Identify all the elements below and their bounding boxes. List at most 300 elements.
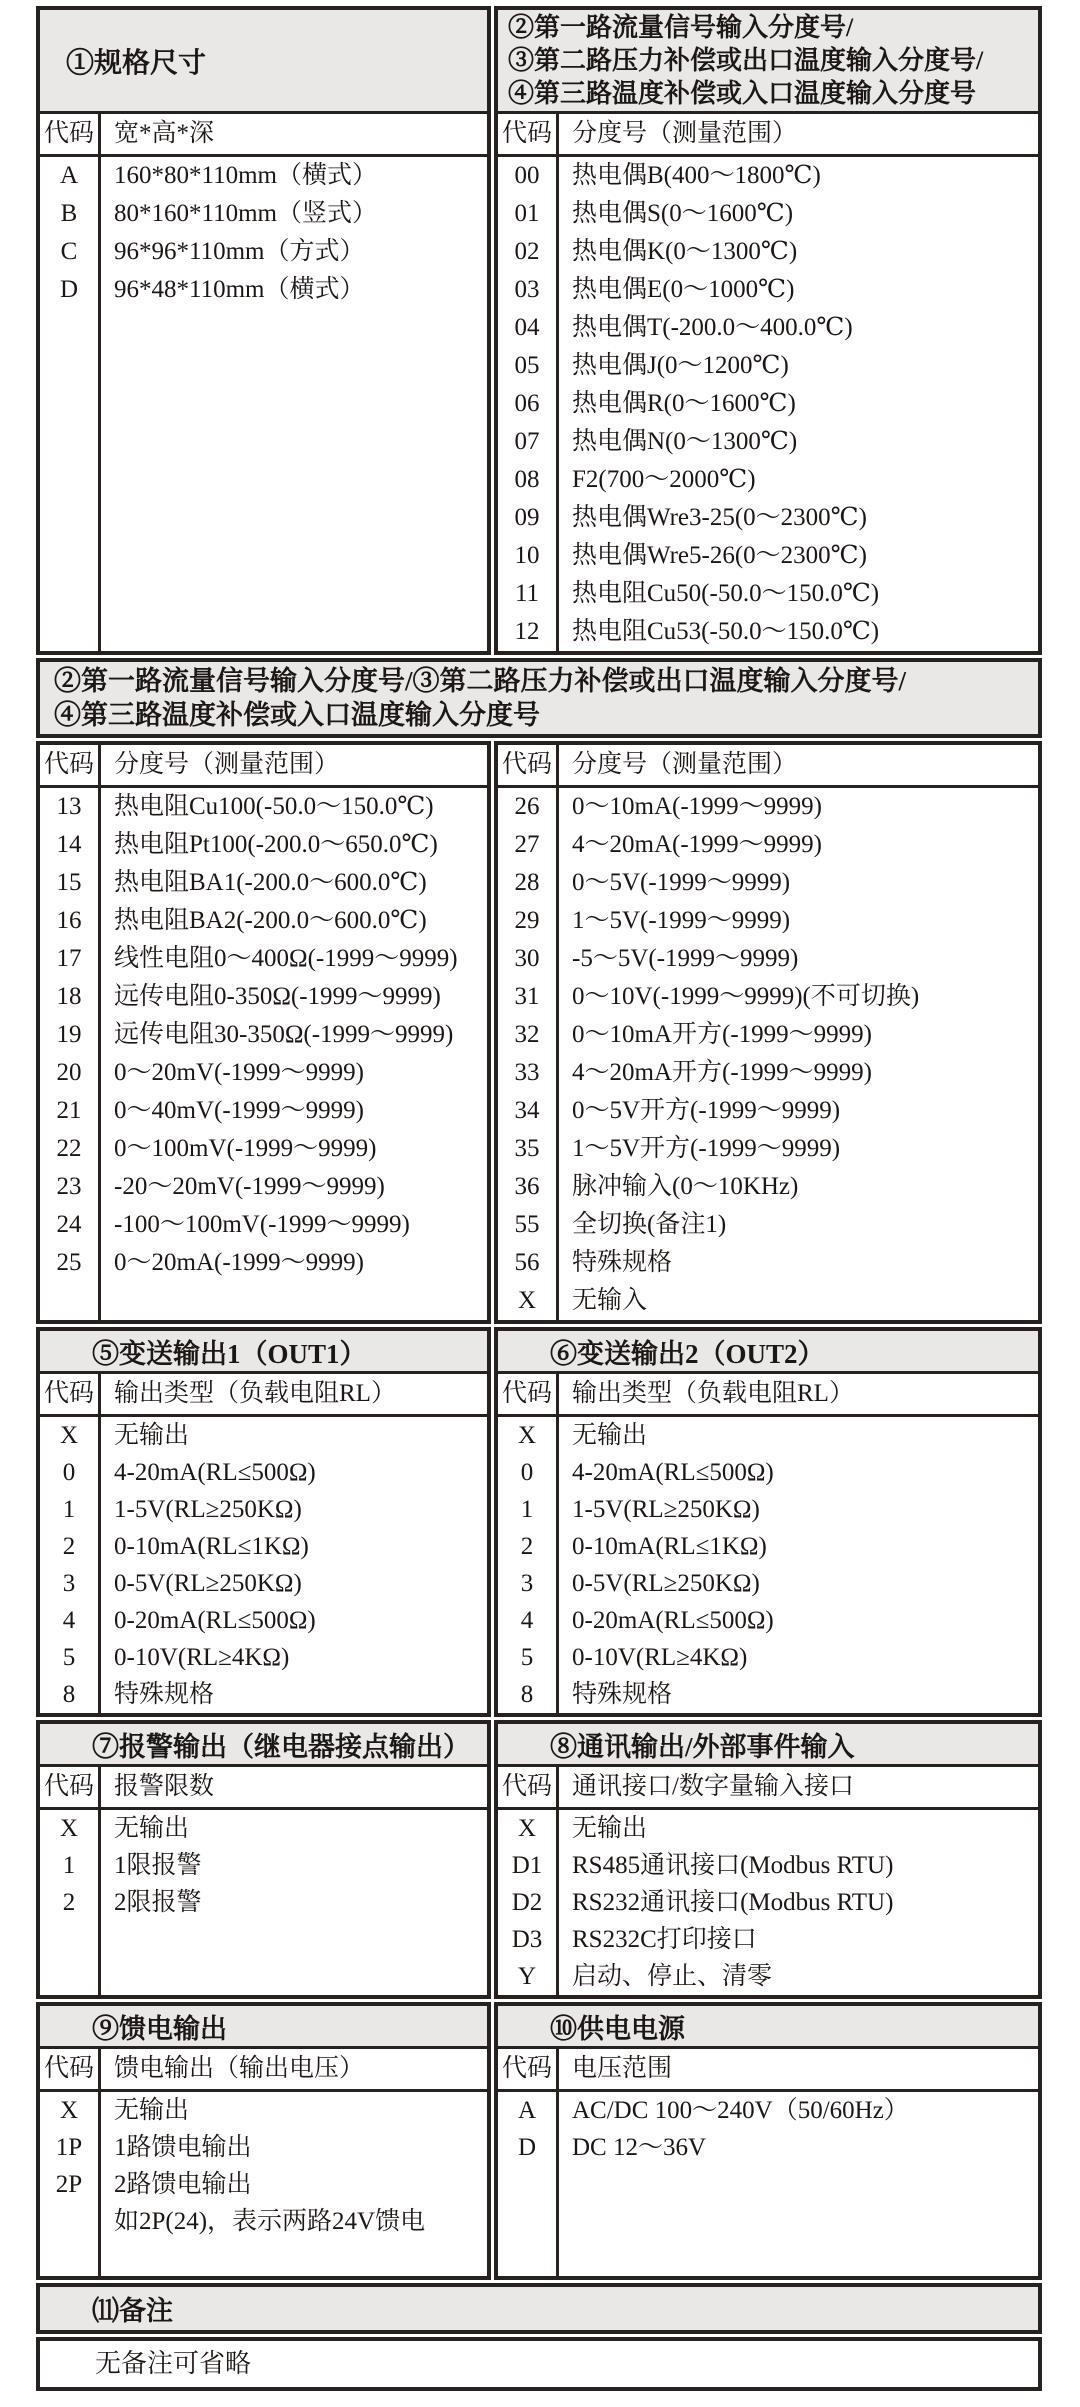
- row-code-cell: B: [60, 200, 78, 227]
- row-code-cell: 32: [514, 1021, 540, 1048]
- row-desc-cell: 0～5V开方(-1999～9999): [572, 1097, 841, 1124]
- table-row: [498, 499, 1038, 537]
- column-header-row: [498, 1374, 1038, 1417]
- section-feed: [36, 2002, 491, 2280]
- row-desc-cell: 1路馈电输出: [114, 2134, 252, 2161]
- row-desc-cell: 4-20mA(RL≤500Ω): [114, 1459, 316, 1486]
- row-code-cell: D3: [511, 1926, 543, 1953]
- table-row: [40, 2166, 487, 2203]
- row-desc-cell: RS232通讯接口(Modbus RTU): [572, 1889, 894, 1916]
- section-alarm-title: ⑦报警输出（继电器接点输出）: [40, 1724, 487, 1767]
- row-code-cell: X: [59, 2097, 79, 2124]
- table-row: [498, 1092, 1038, 1130]
- top-sections-row: [36, 6, 1042, 655]
- empty-filler: [40, 309, 487, 651]
- row-code-cell: 29: [514, 907, 540, 934]
- table-row: [40, 1454, 487, 1491]
- row-code-cell: 56: [514, 1249, 540, 1276]
- banner-line-2: ④第三路温度补偿或入口温度输入分度号: [54, 700, 540, 730]
- table-row: [498, 978, 1038, 1016]
- alarm-comm-row: [36, 1720, 1042, 1999]
- table-row: [498, 195, 1038, 233]
- col-header-code: 代码: [43, 2055, 94, 2082]
- table-row: [40, 1206, 487, 1244]
- table-row: [498, 461, 1038, 499]
- row-desc-cell: 4-20mA(RL≤500Ω): [572, 1459, 774, 1486]
- row-code-cell: 01: [514, 200, 540, 227]
- table-row: [40, 940, 487, 978]
- row-desc-cell: 0-20mA(RL≤500Ω): [114, 1607, 316, 1634]
- col-header-code: 代码: [501, 120, 552, 147]
- col-header-desc: 输出类型（负载电阻RL）: [114, 1380, 396, 1407]
- section-input-codes-title: [498, 10, 1038, 114]
- row-desc-cell: 热电偶Wre5-26(0～2300℃): [572, 542, 867, 569]
- empty-filler: [40, 2240, 487, 2276]
- col-header-desc: 分度号（测量范围）: [572, 751, 798, 778]
- row-code-cell: 2: [62, 1889, 76, 1916]
- row-code-cell: 30: [514, 945, 540, 972]
- table-row: [498, 1602, 1038, 1639]
- row-code-cell: 55: [514, 1211, 540, 1238]
- dimensions-grid: [40, 114, 487, 651]
- row-code-cell: 04: [514, 314, 540, 341]
- row-desc-cell: 80*160*110mm（竖式）: [114, 200, 377, 227]
- row-desc-cell: 0～20mV(-1999～9999): [114, 1059, 364, 1086]
- table-row: [40, 233, 487, 271]
- row-desc-cell: 热电阻Cu50(-50.0～150.0℃): [572, 580, 880, 607]
- table-row: [498, 271, 1038, 309]
- table-row: [498, 1810, 1038, 1847]
- row-desc-cell: 远传电阻30-350Ω(-1999～9999): [114, 1021, 454, 1048]
- table-row: [40, 1491, 487, 1528]
- row-code-cell: 28: [514, 869, 540, 896]
- table-row: [40, 1054, 487, 1092]
- col-header-code: 代码: [501, 751, 552, 778]
- section-dimensions: [36, 6, 491, 655]
- row-code-cell: 1: [62, 1496, 76, 1523]
- table-row: [498, 1528, 1038, 1565]
- codes-right-rows: [498, 788, 1038, 1320]
- table-row: [40, 1016, 487, 1054]
- title-line-3: ④第三路温度补偿或入口温度输入分度号: [508, 79, 977, 108]
- row-desc-cell: 热电阻Cu53(-50.0～150.0℃): [572, 618, 880, 645]
- alarm-grid: [40, 1767, 487, 1995]
- row-desc-cell: 1-5V(RL≥250KΩ): [114, 1496, 302, 1523]
- table-row: [40, 1417, 487, 1454]
- comm-rows: [498, 1810, 1038, 1995]
- input-codes-rows: [498, 157, 1038, 651]
- out2-rows: [498, 1417, 1038, 1713]
- col-header-desc: 电压范围: [572, 2055, 673, 2082]
- table-row: [498, 864, 1038, 902]
- row-desc-cell: 2限报警: [114, 1889, 202, 1916]
- row-code-cell: 2: [520, 1533, 534, 1560]
- table-row: [498, 1130, 1038, 1168]
- row-desc-cell: 启动、停止、清零: [572, 1963, 773, 1990]
- row-code-cell: 17: [56, 945, 82, 972]
- table-row: [40, 826, 487, 864]
- input-codes-grid: [498, 114, 1038, 651]
- row-desc-cell: 特殊规格: [114, 1681, 215, 1708]
- middle-sections-row: [36, 741, 1042, 1324]
- row-desc-cell: 无输出: [572, 1422, 648, 1449]
- table-row: [40, 1528, 487, 1565]
- table-row: [498, 1958, 1038, 1995]
- table-row: [498, 385, 1038, 423]
- row-desc-cell: 全切换(备注1): [572, 1211, 727, 1238]
- section-out2: [494, 1327, 1042, 1717]
- column-header-row: [40, 745, 487, 788]
- table-row: [498, 2092, 1038, 2129]
- row-desc-cell: 热电偶B(400～1800℃): [572, 162, 821, 189]
- table-row: [498, 940, 1038, 978]
- row-desc-cell: 特殊规格: [572, 1681, 673, 1708]
- row-desc-cell: 0～10mA开方(-1999～9999): [572, 1021, 872, 1048]
- row-code-cell: [40, 2203, 98, 2240]
- table-row: [40, 1092, 487, 1130]
- row-desc-cell: -20～20mV(-1999～9999): [114, 1173, 385, 1200]
- row-desc-cell: 如2P(24)，表示两路24V馈电: [114, 2208, 426, 2235]
- row-desc-cell: 热电偶Wre3-25(0～2300℃): [572, 504, 867, 531]
- codes-left-grid: [40, 745, 487, 1320]
- row-code-cell: 20: [56, 1059, 82, 1086]
- table-row: [40, 1810, 487, 1847]
- feed-grid: [40, 2049, 487, 2276]
- row-desc-cell: 热电阻BA2(-200.0～600.0℃): [114, 907, 427, 934]
- table-row: [498, 1639, 1038, 1676]
- row-desc-cell: 热电偶T(-200.0～400.0℃): [572, 314, 853, 341]
- table-row: [498, 788, 1038, 826]
- row-code-cell: 23: [56, 1173, 82, 1200]
- row-desc-cell: 线性电阻0～400Ω(-1999～9999): [114, 945, 458, 972]
- row-code-cell: 4: [62, 1607, 76, 1634]
- table-row: [498, 902, 1038, 940]
- row-code-cell: D: [59, 276, 79, 303]
- row-code-cell: 08: [514, 466, 540, 493]
- row-desc-cell: 0～5V(-1999～9999): [572, 869, 791, 896]
- row-desc-cell: 热电偶R(0～1600℃): [572, 390, 796, 417]
- row-desc-cell: 远传电阻0-350Ω(-1999～9999): [114, 983, 441, 1010]
- table-row: [498, 1168, 1038, 1206]
- col-header-code: 代码: [501, 1380, 552, 1407]
- section-input-codes-right: [494, 741, 1042, 1324]
- row-code-cell: 0: [62, 1459, 76, 1486]
- empty-filler: [40, 1282, 487, 1320]
- row-code-cell: 09: [514, 504, 540, 531]
- row-code-cell: 11: [514, 580, 540, 607]
- row-code-cell: Y: [517, 1963, 537, 1990]
- table-row: [40, 2203, 487, 2240]
- banner-line-1: ②第一路流量信号输入分度号/③第二路压力补偿或出口温度输入分度号/: [54, 666, 907, 696]
- table-row: [40, 157, 487, 195]
- col-header-desc: 分度号（测量范围）: [572, 120, 798, 147]
- column-header-row: [498, 745, 1038, 788]
- row-code-cell: D: [517, 2134, 537, 2161]
- out2-grid: [498, 1374, 1038, 1713]
- table-row: [498, 347, 1038, 385]
- row-code-cell: D2: [511, 1889, 543, 1916]
- row-code-cell: X: [517, 1815, 537, 1842]
- table-row: [40, 271, 487, 309]
- row-desc-cell: 无输出: [114, 1422, 190, 1449]
- row-desc-cell: 0-10mA(RL≤1KΩ): [114, 1533, 309, 1560]
- row-code-cell: 00: [514, 162, 540, 189]
- row-desc-cell: 96*96*110mm（方式）: [114, 238, 365, 265]
- column-header-row: [498, 1767, 1038, 1810]
- out1-rows: [40, 1417, 487, 1713]
- col-header-desc: 分度号（测量范围）: [114, 751, 340, 778]
- row-desc-cell: 特殊规格: [572, 1249, 673, 1276]
- table-row: [498, 157, 1038, 195]
- row-code-cell: A: [59, 162, 79, 189]
- col-header-code: 代码: [43, 751, 94, 778]
- row-desc-cell: 0～10mA(-1999～9999): [572, 793, 822, 820]
- row-code-cell: 19: [56, 1021, 82, 1048]
- row-desc-cell: 0～10V(-1999～9999)(不可切换): [572, 983, 920, 1010]
- section-remark: [36, 2283, 1042, 2334]
- table-row: [498, 1676, 1038, 1713]
- section-dimensions-title: ①规格尺寸: [40, 10, 487, 114]
- row-code-cell: 8: [62, 1681, 76, 1708]
- row-code-cell: C: [60, 238, 78, 265]
- row-code-cell: 15: [56, 869, 82, 896]
- row-desc-cell: 2路馈电输出: [114, 2171, 252, 2198]
- row-code-cell: 02: [514, 238, 540, 265]
- row-desc-cell: 0-10mA(RL≤1KΩ): [572, 1533, 767, 1560]
- row-code-cell: 36: [514, 1173, 540, 1200]
- row-code-cell: 05: [514, 352, 540, 379]
- row-desc-cell: 0-10V(RL≥4KΩ): [114, 1644, 290, 1671]
- col-header-code: 代码: [501, 2055, 552, 2082]
- row-code-cell: 26: [514, 793, 540, 820]
- section-out1-title: ⑤变送输出1（OUT1）: [40, 1331, 487, 1374]
- table-row: [498, 537, 1038, 575]
- row-desc-cell: 0-20mA(RL≤500Ω): [572, 1607, 774, 1634]
- col-header-desc: 输出类型（负载电阻RL）: [572, 1380, 854, 1407]
- banner-title: [40, 662, 1038, 734]
- table-row: [498, 1454, 1038, 1491]
- column-header-row: [40, 1767, 487, 1810]
- row-desc-cell: 热电阻BA1(-200.0～600.0℃): [114, 869, 427, 896]
- row-desc-cell: F2(700～2000℃): [572, 466, 756, 493]
- row-code-cell: 10: [514, 542, 540, 569]
- table-row: [498, 1054, 1038, 1092]
- row-code-cell: D1: [511, 1852, 543, 1879]
- row-desc-cell: 脉冲输入(0～10KHz): [572, 1173, 799, 1200]
- row-desc-cell: 160*80*110mm（横式）: [114, 162, 377, 189]
- row-code-cell: 18: [56, 983, 82, 1010]
- section-power-title: ⑩供电电源: [498, 2006, 1038, 2049]
- table-row: [40, 195, 487, 233]
- section-alarm: [36, 1720, 491, 1999]
- row-desc-cell: 0～100mV(-1999～9999): [114, 1135, 377, 1162]
- row-code-cell: 5: [62, 1644, 76, 1671]
- row-code-cell: 06: [514, 390, 540, 417]
- table-row: [40, 1884, 487, 1921]
- table-row: [498, 233, 1038, 271]
- row-code-cell: 22: [56, 1135, 82, 1162]
- power-grid: [498, 2049, 1038, 2276]
- row-desc-cell: 0～20mA(-1999～9999): [114, 1249, 364, 1276]
- row-code-cell: X: [517, 1287, 537, 1314]
- col-header-code: 代码: [43, 1380, 94, 1407]
- col-header-desc: 报警限数: [114, 1773, 215, 1800]
- table-row: [498, 1244, 1038, 1282]
- row-desc-cell: AC/DC 100～240V（50/60Hz）: [572, 2097, 909, 2124]
- row-code-cell: 13: [56, 793, 82, 820]
- table-row: [498, 1417, 1038, 1454]
- col-header-code: 代码: [501, 1773, 552, 1800]
- section-input-codes-left: [36, 741, 491, 1324]
- row-desc-cell: 无输出: [114, 2097, 190, 2124]
- table-row: [498, 1016, 1038, 1054]
- row-code-cell: 14: [56, 831, 82, 858]
- row-desc-cell: 热电偶K(0～1300℃): [572, 238, 798, 265]
- table-row: [40, 1565, 487, 1602]
- table-row: [498, 575, 1038, 613]
- table-row: [498, 826, 1038, 864]
- table-row: [498, 1282, 1038, 1320]
- row-code-cell: 27: [514, 831, 540, 858]
- row-code-cell: 3: [520, 1570, 534, 1597]
- title-line-2: ③第二路压力补偿或出口温度输入分度号/: [508, 46, 984, 75]
- row-code-cell: 8: [520, 1681, 534, 1708]
- row-code-cell: 25: [56, 1249, 82, 1276]
- table-row: [40, 1847, 487, 1884]
- row-code-cell: 16: [56, 907, 82, 934]
- row-desc-cell: 0-10V(RL≥4KΩ): [572, 1644, 748, 1671]
- power-rows: [498, 2092, 1038, 2166]
- row-code-cell: 1: [520, 1496, 534, 1523]
- output-sections-row: [36, 1327, 1042, 1717]
- row-code-cell: 4: [520, 1607, 534, 1634]
- table-row: [498, 1921, 1038, 1958]
- row-desc-cell: 热电偶E(0～1000℃): [572, 276, 795, 303]
- column-header-row: [498, 2049, 1038, 2092]
- row-code-cell: 21: [56, 1097, 82, 1124]
- col-header-desc: 通讯接口/数字量输入接口: [572, 1773, 854, 1800]
- table-row: [40, 978, 487, 1016]
- ordering-spec-table: [36, 6, 1042, 2401]
- row-code-cell: 1: [62, 1852, 76, 1879]
- feed-rows: [40, 2092, 487, 2240]
- column-header-row: [40, 2049, 487, 2092]
- row-code-cell: 1P: [55, 2134, 83, 2161]
- column-header-row: [498, 114, 1038, 157]
- row-code-cell: X: [59, 1815, 79, 1842]
- table-row: [40, 1168, 487, 1206]
- table-row: [40, 2129, 487, 2166]
- remark-note-text: 无备注可省略: [95, 2349, 252, 2378]
- section-power: [494, 2002, 1042, 2280]
- comm-grid: [498, 1767, 1038, 1995]
- section-comm-title: ⑧通讯输出/外部事件输入: [498, 1724, 1038, 1767]
- empty-filler: [40, 1921, 487, 1995]
- section-out2-title: ⑥变送输出2（OUT2）: [498, 1331, 1038, 1374]
- table-row: [40, 1676, 487, 1713]
- row-code-cell: 31: [514, 983, 540, 1010]
- row-desc-cell: 4～20mA开方(-1999～9999): [572, 1059, 872, 1086]
- section-input-codes-banner: [36, 658, 1042, 738]
- row-desc-cell: 无输入: [572, 1287, 648, 1314]
- row-code-cell: 12: [514, 618, 540, 645]
- title-line-1: ②第一路流量信号输入分度号/: [508, 13, 854, 42]
- table-row: [498, 1491, 1038, 1528]
- row-code-cell: 0: [520, 1459, 534, 1486]
- row-desc-cell: -5～5V(-1999～9999): [572, 945, 799, 972]
- row-code-cell: 2P: [55, 2171, 83, 2198]
- table-row: [40, 864, 487, 902]
- row-desc-cell: 热电偶S(0～1600℃): [572, 200, 794, 227]
- table-row: [498, 1565, 1038, 1602]
- table-row: [498, 423, 1038, 461]
- row-desc-cell: 96*48*110mm（横式）: [114, 276, 365, 303]
- row-desc-cell: 1限报警: [114, 1852, 202, 1879]
- row-desc-cell: 无输出: [114, 1815, 190, 1842]
- row-code-cell: 3: [62, 1570, 76, 1597]
- table-row: [40, 1244, 487, 1282]
- row-code-cell: 34: [514, 1097, 540, 1124]
- section-feed-title: ⑨馈电输出: [40, 2006, 487, 2049]
- row-desc-cell: 热电偶J(0～1200℃): [572, 352, 789, 379]
- table-row: [40, 1602, 487, 1639]
- row-code-cell: X: [59, 1422, 79, 1449]
- section-remark-title: ⑾备注: [40, 2287, 1038, 2330]
- alarm-rows: [40, 1810, 487, 1921]
- col-header-desc: 宽*高*深: [114, 120, 215, 147]
- col-header-code: 代码: [43, 1773, 94, 1800]
- row-desc-cell: 1～5V开方(-1999～9999): [572, 1135, 841, 1162]
- table-row: [498, 309, 1038, 347]
- table-row: [498, 2129, 1038, 2166]
- row-desc-cell: RS232C打印接口: [572, 1926, 757, 1953]
- row-code-cell: 24: [56, 1211, 82, 1238]
- row-desc-cell: 4～20mA(-1999～9999): [572, 831, 822, 858]
- row-desc-cell: -100～100mV(-1999～9999): [114, 1211, 410, 1238]
- table-row: [40, 2092, 487, 2129]
- row-code-cell: 35: [514, 1135, 540, 1162]
- table-row: [40, 1130, 487, 1168]
- codes-left-rows: [40, 788, 487, 1282]
- row-desc-cell: 热电偶N(0～1300℃): [572, 428, 798, 455]
- table-row: [40, 902, 487, 940]
- section-out1: [36, 1327, 491, 1717]
- empty-filler: [498, 2166, 1038, 2276]
- column-header-row: [40, 1374, 487, 1417]
- table-row: [498, 1884, 1038, 1921]
- row-desc-cell: DC 12～36V: [572, 2134, 707, 2161]
- codes-right-grid: [498, 745, 1038, 1320]
- row-desc-cell: 0-5V(RL≥250KΩ): [114, 1570, 302, 1597]
- row-desc-cell: 1～5V(-1999～9999): [572, 907, 791, 934]
- table-row: [498, 613, 1038, 651]
- section-input-codes-top: [494, 6, 1042, 655]
- table-row: [498, 1847, 1038, 1884]
- row-code-cell: X: [517, 1422, 537, 1449]
- row-code-cell: 33: [514, 1059, 540, 1086]
- row-desc-cell: 无输出: [572, 1815, 648, 1842]
- row-code-cell: 03: [514, 276, 540, 303]
- col-header-desc: 馈电输出（输出电压）: [114, 2055, 365, 2082]
- row-desc-cell: 热电阻Pt100(-200.0～650.0℃): [114, 831, 438, 858]
- feed-power-row: [36, 2002, 1042, 2280]
- column-header-row: [40, 114, 487, 157]
- row-desc-cell: 热电阻Cu100(-50.0～150.0℃): [114, 793, 434, 820]
- table-row: [40, 1639, 487, 1676]
- table-row: [40, 788, 487, 826]
- row-code-cell: 5: [520, 1644, 534, 1671]
- table-row: [498, 1206, 1038, 1244]
